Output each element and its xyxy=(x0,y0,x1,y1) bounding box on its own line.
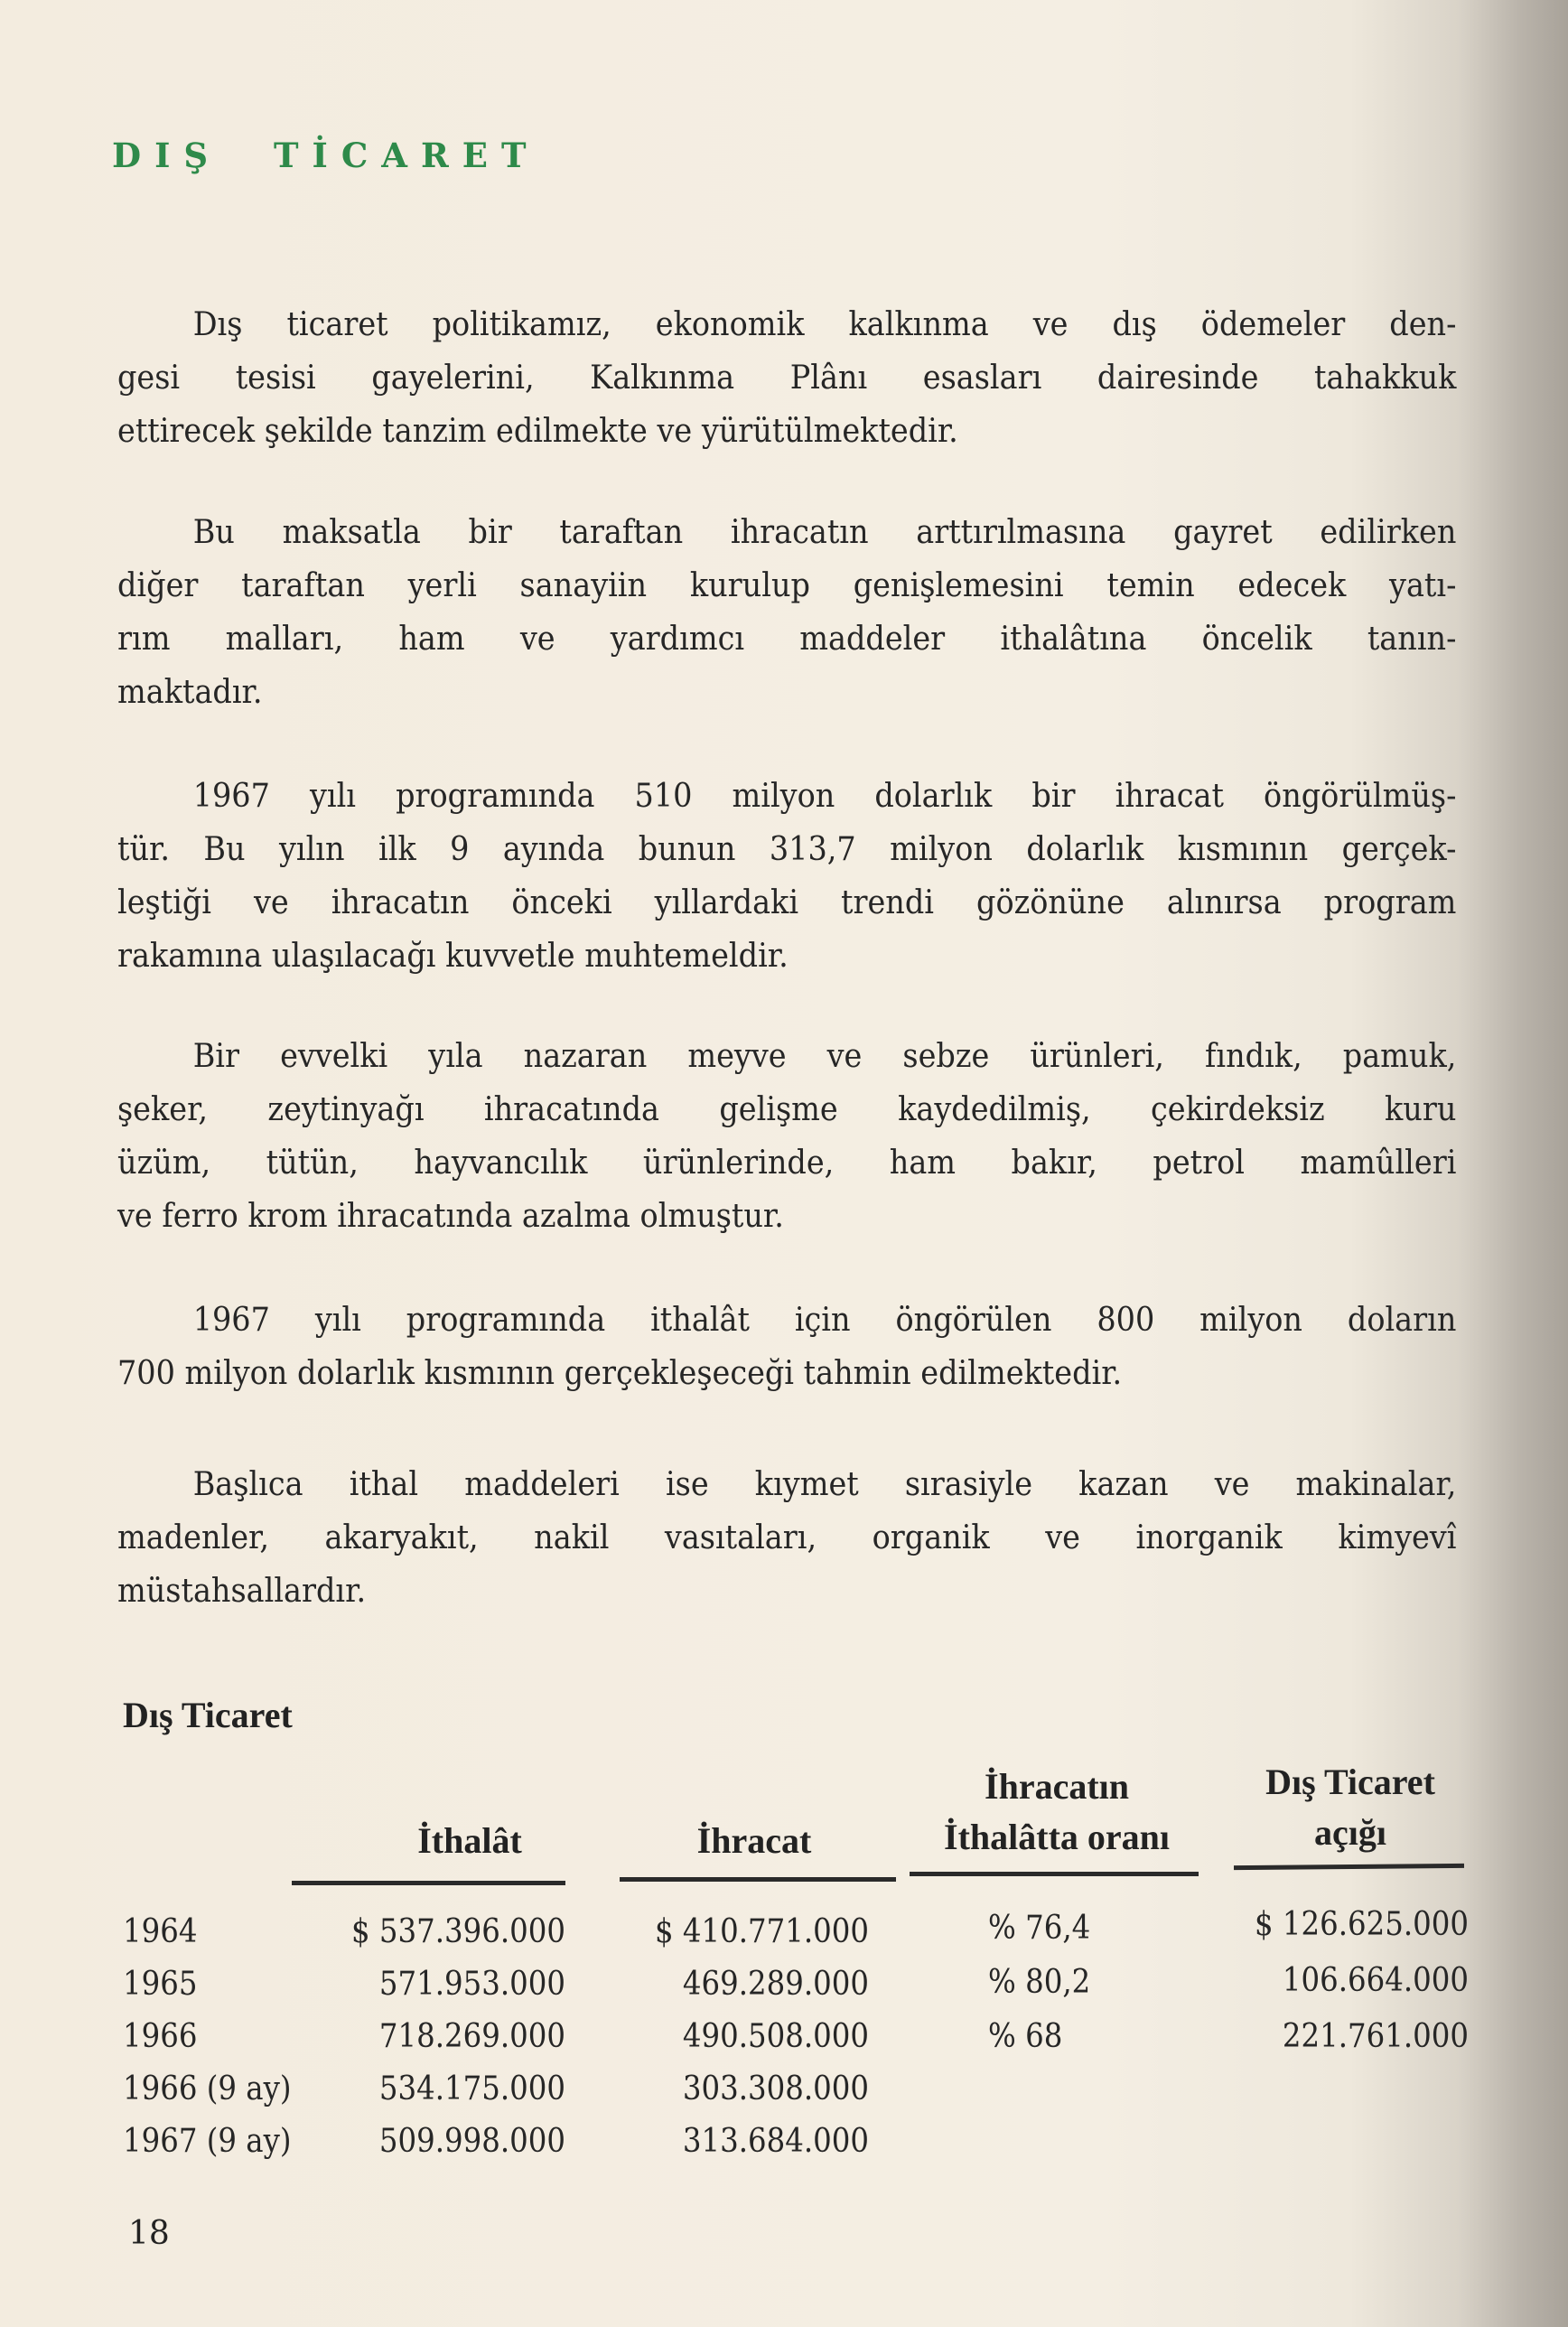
paragraph-line: gesi tesisi gayelerini, Kalkınma Plânı esasları dairesinde tahakkuk xyxy=(117,360,1457,397)
section-heading: DIŞ TİCARET xyxy=(112,136,540,175)
column-header-export: İhracat xyxy=(696,1820,812,1861)
paragraph-line: Bir evvelki yıla nazaran meyve ve sebze ürünleri, fındık, pamuk, xyxy=(192,1038,1457,1075)
cell-import: $ 537.396.000 xyxy=(350,1913,565,1950)
paragraph-line: müstahsallardır. xyxy=(117,1573,367,1610)
paragraph-main-imports xyxy=(117,1458,1456,1618)
cell-year: 1966 xyxy=(123,2018,198,2055)
cell-import: 718.269.000 xyxy=(378,2018,565,2055)
paragraph-line: üzüm, tütün, hayvancılık ürünlerinde, ham bakır, petrol mamûlleri xyxy=(117,1145,1457,1182)
paragraph-line: madenler, akaryakıt, nakil vasıtaları, organik ve inorganik kimyevî xyxy=(117,1519,1457,1556)
column-header-ratio-line2: İthalâtta oranı xyxy=(944,1817,1170,1857)
paragraph-export-priority xyxy=(117,506,1456,719)
cell-ratio: % 76,4 xyxy=(988,1910,1091,1947)
cell-export: 313.684.000 xyxy=(682,2123,869,2160)
cell-deficit: 221.761.000 xyxy=(1282,2018,1469,2055)
cell-export: 303.308.000 xyxy=(682,2070,869,2107)
cell-ratio: % 68 xyxy=(988,2018,1063,2055)
paragraph-line: diğer taraftan yerli sanayiin kurulup genişlemesini temin edecek yatı- xyxy=(117,567,1457,604)
cell-export: 490.508.000 xyxy=(682,2018,869,2055)
paragraph-1967-import-program xyxy=(117,1294,1456,1400)
cell-year: 1966 (9 ay) xyxy=(123,2070,292,2107)
header-underline xyxy=(292,1881,565,1885)
paragraph-line: rım malları, ham ve yardımcı maddeler ithalâtına öncelik tanın- xyxy=(117,621,1457,658)
table-row xyxy=(123,2070,1469,2121)
cell-export: $ 410.771.000 xyxy=(654,1913,869,1950)
paragraph-line: ettirecek şekilde tanzim edilmekte ve yürütülmektedir. xyxy=(117,413,958,450)
paragraph-line: 1967 yılı programında ithalât için öngörülen 800 milyon doların xyxy=(192,1302,1457,1339)
paragraph-line: Bu maksatla bir taraftan ihracatın arttırılmasına gayret edilirken xyxy=(192,514,1457,551)
paragraph-line: Başlıca ithal maddeleri ise kıymet sırasiyle kazan ve makinalar, xyxy=(192,1466,1457,1503)
column-header-deficit xyxy=(1224,1757,1477,1858)
paragraph-line: tür. Bu yılın ilk 9 ayında bunun 313,7 milyon dolarlık kısmının gerçek- xyxy=(117,831,1457,868)
paragraph-export-changes xyxy=(117,1030,1456,1243)
paragraph-line: ve ferro krom ihracatında azalma olmuştur. xyxy=(117,1198,784,1235)
paragraph-1967-export-program xyxy=(117,770,1456,983)
paragraph-line: maktadır. xyxy=(117,674,263,711)
table-row xyxy=(123,1906,1469,1964)
header-underline xyxy=(1234,1864,1464,1870)
paragraph-line: şeker, zeytinyağı ihracatında gelişme kaydedilmiş, çekirdeksiz kuru xyxy=(117,1091,1457,1128)
cell-year: 1965 xyxy=(123,1966,198,2003)
header-underline xyxy=(620,1877,896,1882)
paragraph-line: leştiği ve ihracatın önceki yıllardaki trendi gözönüne alınırsa program xyxy=(117,884,1457,921)
table-row xyxy=(123,2123,1469,2173)
column-header-import: İthalât xyxy=(417,1820,522,1861)
header-underline xyxy=(910,1872,1199,1876)
cell-export: 469.289.000 xyxy=(682,1966,869,2003)
column-header-ratio xyxy=(908,1762,1206,1863)
cell-deficit: 106.664.000 xyxy=(1282,1962,1469,1999)
table-row xyxy=(123,1962,1469,2016)
cell-import: 534.175.000 xyxy=(378,2070,565,2107)
paragraph-line: Dış ticaret politikamız, ekonomik kalkınma ve dış ödemeler den- xyxy=(192,306,1457,343)
column-header-deficit-line2: açığı xyxy=(1314,1812,1386,1853)
paragraph-line: 1967 yılı programında 510 milyon dolarlık bir ihracat öngörülmüş- xyxy=(192,778,1457,815)
paragraph-line: rakamına ulaşılacağı kuvvetle muhtemeldir. xyxy=(117,938,789,975)
table-title: Dış Ticaret xyxy=(123,1695,293,1735)
page-number: 18 xyxy=(128,2215,170,2252)
cell-deficit: $ 126.625.000 xyxy=(1254,1906,1469,1943)
cell-import: 509.998.000 xyxy=(378,2123,565,2160)
column-header-deficit-line1: Dış Ticaret xyxy=(1265,1762,1435,1802)
paragraph-trade-policy xyxy=(117,298,1456,458)
cell-year: 1964 xyxy=(123,1913,198,1950)
cell-year: 1967 (9 ay) xyxy=(123,2123,292,2160)
column-header-ratio-line1: İhracatın xyxy=(985,1766,1129,1807)
cell-ratio: % 80,2 xyxy=(988,1964,1091,2001)
table-row xyxy=(123,2018,1469,2069)
paragraph-line: 700 milyon dolarlık kısmının gerçekleşeceği tahmin edilmektedir. xyxy=(117,1355,1123,1392)
cell-import: 571.953.000 xyxy=(378,1966,565,2003)
